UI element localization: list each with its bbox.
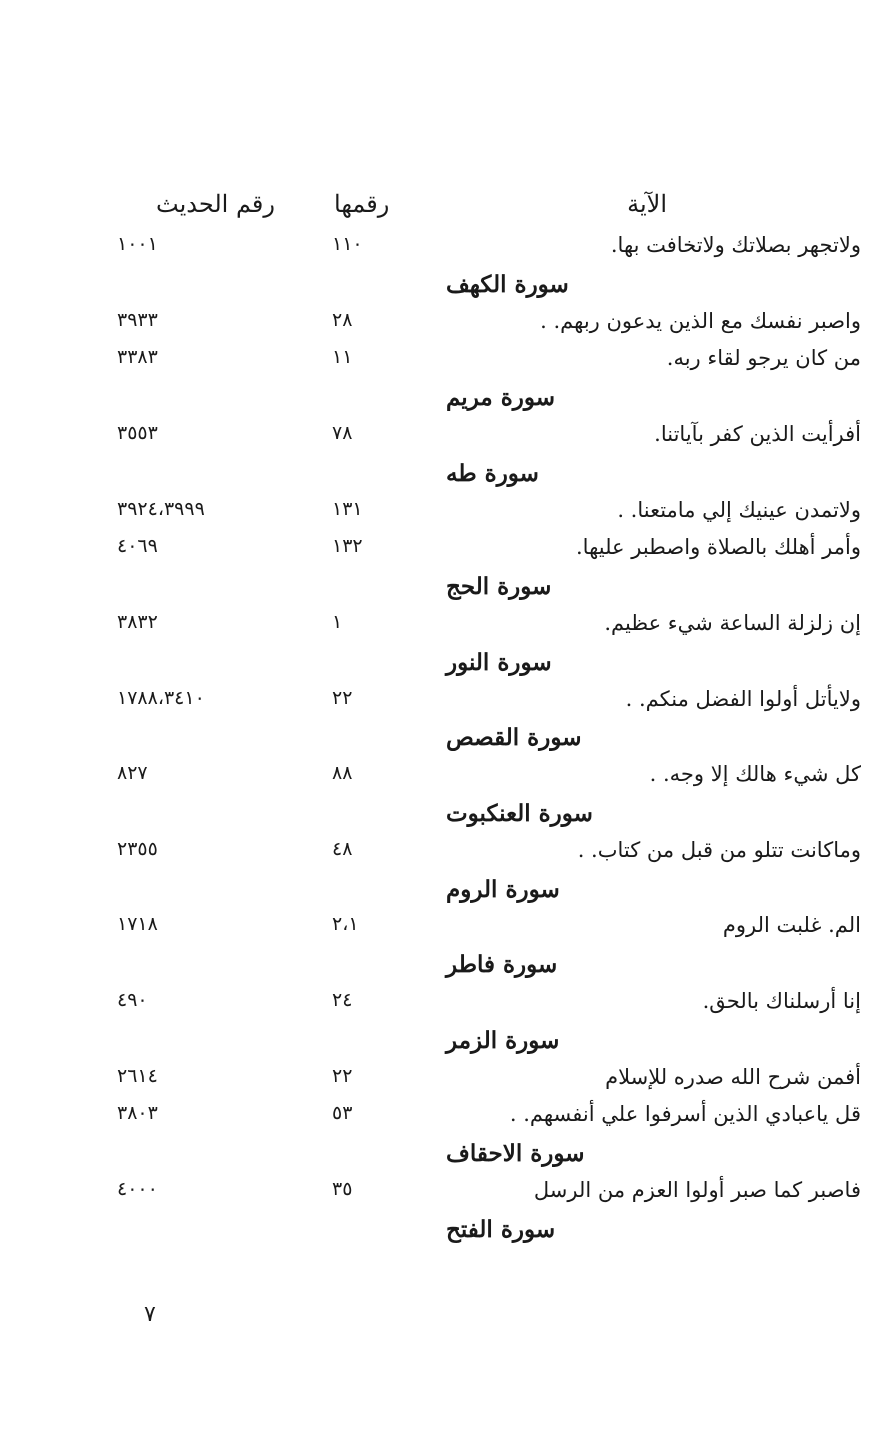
hadith-number: ٣٩٣٣ [117, 308, 158, 331]
surah-heading-row [0, 1140, 891, 1174]
surah-heading-row [0, 649, 891, 683]
ayah-number: ٢٤ [332, 989, 353, 1011]
hadith-number: ٢٦١٤ [117, 1064, 158, 1087]
ayah-number: ١١٠ [332, 233, 363, 255]
hadith-number: ٤٠٦٩ [117, 535, 158, 558]
surah-heading-row [0, 876, 891, 910]
verse-row [0, 1102, 891, 1136]
verse-text: إن زلزلة الساعة شيء عظيم. [604, 611, 861, 635]
verse-text: قل ياعبادي الذين أسرفوا علي أنفسهم. . [509, 1102, 861, 1127]
verse-row [0, 1065, 891, 1099]
verse-row [0, 611, 891, 645]
surah-title: سورة الزمر [446, 1026, 560, 1054]
ayah-number: ٢٢ [332, 686, 353, 709]
ayah-number: ٢٨ [332, 308, 353, 331]
ayah-number: ١ [332, 611, 343, 633]
hadith-number: ٢٣٥٥ [117, 837, 158, 860]
header-hadith-number: رقم الحديث [156, 190, 275, 218]
surah-title: سورة الفتح [446, 1215, 556, 1243]
surah-title: سورة فاطر [446, 951, 558, 979]
hadith-number: ٣٥٥٣ [117, 422, 158, 444]
verse-text: فاصبر كما صبر أولوا العزم من الرسل [533, 1178, 861, 1202]
ayah-number: ٣٥ [332, 1178, 353, 1200]
ayah-number: ٥٣ [332, 1102, 353, 1125]
header-ayah-number: رقمها [334, 190, 390, 218]
verse-text: الم. غلبت الروم [722, 913, 861, 938]
hadith-number: ٣٨٣٢ [117, 611, 158, 633]
ayah-number: ٨٨ [332, 762, 353, 785]
verse-text: ولايأتل أولوا الفضل منكم. . [625, 686, 861, 711]
verse-row [0, 309, 891, 343]
surah-heading-row [0, 384, 891, 418]
ayah-number: ٧٨ [332, 422, 353, 444]
verse-text: ولاتجهر بصلاتك ولاتخافت بها. [610, 233, 861, 257]
ayah-number: ٢٢ [332, 1064, 353, 1087]
hadith-number: ١٧٨٨،٣٤١٠ [117, 686, 205, 709]
verse-row [0, 687, 891, 721]
verse-row [0, 762, 891, 796]
verse-row [0, 1178, 891, 1212]
ayah-number: ١٣١ [332, 497, 363, 520]
header-verse: الآية [627, 190, 667, 218]
surah-heading-row [0, 800, 891, 834]
hadith-number: ٨٢٧ [117, 762, 148, 785]
surah-title: سورة العنكبوت [446, 800, 593, 827]
surah-title: سورة الاحقاف [446, 1140, 585, 1168]
verse-text: إنا أرسلناك بالحق. [702, 989, 861, 1013]
verse-row [0, 535, 891, 569]
surah-title: سورة الكهف [446, 270, 569, 298]
page-number: ٧ [144, 1302, 156, 1327]
surah-heading-row [0, 1027, 891, 1061]
surah-heading-row [0, 951, 891, 985]
ayah-number: ١٣٢ [332, 535, 363, 558]
verse-text: ولاتمدن عينيك إلي مامتعنا. . [617, 497, 861, 522]
verse-row [0, 498, 891, 532]
verse-text: وماكانت تتلو من قبل من كتاب. . [577, 837, 861, 862]
surah-title: سورة مريم [446, 384, 556, 412]
ayah-number: ١١ [332, 346, 353, 369]
surah-title: سورة الروم [446, 875, 560, 903]
hadith-number: ١٠٠١ [117, 233, 158, 255]
hadith-number: ٣٩٢٤،٣٩٩٩ [117, 497, 205, 520]
verse-row [0, 989, 891, 1023]
surah-title: سورة القصص [446, 724, 582, 752]
surah-heading-row [0, 271, 891, 305]
surah-title: سورة طه [446, 459, 539, 487]
hadith-number: ٣٨٠٣ [117, 1102, 158, 1125]
surah-heading-row [0, 573, 891, 607]
surah-title: سورة الحج [446, 573, 552, 601]
verse-row [0, 913, 891, 947]
verse-text: واصبر نفسك مع الذين يدعون ربهم. . [540, 308, 861, 333]
verse-text: وأمر أهلك بالصلاة واصطبر عليها. [576, 535, 861, 560]
hadith-number: ٣٣٨٣ [117, 346, 158, 369]
hadith-number: ١٧١٨ [117, 913, 158, 936]
verse-row [0, 233, 891, 267]
ayah-number: ٢،١ [332, 913, 359, 936]
verse-row [0, 346, 891, 380]
hadith-number: ٤٠٠٠ [117, 1178, 158, 1200]
surah-heading-row [0, 724, 891, 758]
surah-heading-row [0, 1216, 891, 1250]
verse-row [0, 422, 891, 456]
verse-text: أفرأيت الذين كفر بآياتنا. [654, 422, 861, 446]
surah-heading-row [0, 460, 891, 494]
hadith-number: ٤٩٠ [117, 989, 148, 1011]
verse-text: من كان يرجو لقاء ربه. [666, 346, 861, 371]
surah-title: سورة النور [446, 648, 552, 676]
verse-text: أفمن شرح الله صدره للإسلام [605, 1064, 861, 1089]
verse-text: كل شيء هالك إلا وجه. . [649, 762, 861, 787]
ayah-number: ٤٨ [332, 837, 353, 860]
verse-row [0, 838, 891, 872]
